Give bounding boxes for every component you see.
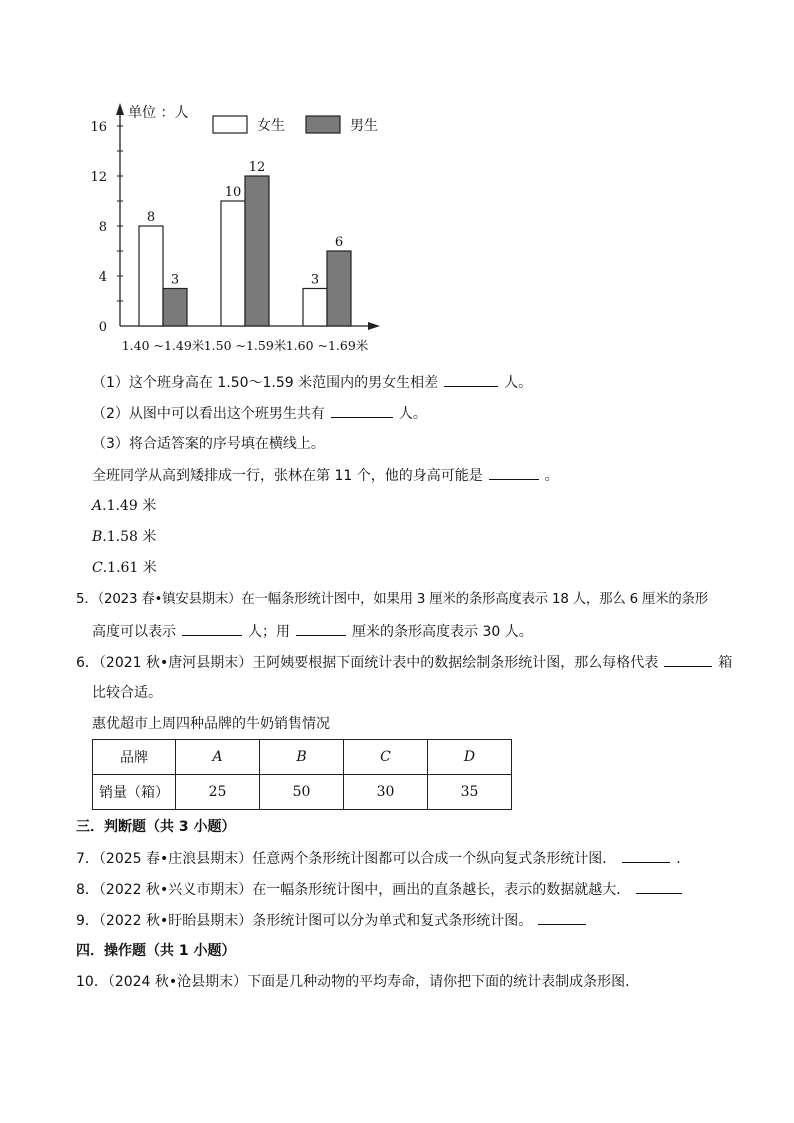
- q6-line1-post: 箱: [718, 655, 733, 671]
- q4-part3-question-post: 。: [544, 468, 559, 484]
- table-header-cell: A: [176, 740, 260, 775]
- bar: [327, 251, 351, 326]
- q6-line1: [76, 652, 732, 673]
- data-label: 6: [334, 235, 344, 250]
- q5-line2: [92, 621, 533, 642]
- option-c-text: .1.61 米: [102, 560, 157, 576]
- table-cell: 25: [176, 775, 260, 810]
- q7-post: .: [676, 851, 681, 867]
- bar: [303, 289, 327, 327]
- q6-line1-text: 6．（2021 秋•唐河县期末）王阿姨要根据下面统计表中的数据绘制条形统计图，那么每格代表: [76, 655, 659, 671]
- table-header-cell: B: [260, 740, 344, 775]
- q7-blank[interactable]: [622, 848, 670, 863]
- data-label: 3: [170, 272, 180, 288]
- unit-label: 单位 ：人: [128, 105, 189, 121]
- q5-line2-b: 人；用: [248, 624, 290, 640]
- option-a-letter: A: [92, 498, 103, 514]
- q8-text: 8．（2022 秋•兴义市期末）在一幅条形统计图中，画出的直条越长，表示的数据就越大．: [76, 882, 631, 898]
- q5-blank-2[interactable]: [296, 621, 346, 636]
- q4-part3: [92, 434, 325, 454]
- bar: [139, 226, 163, 326]
- table-title: [92, 714, 330, 734]
- x-tick-label: 1.60 ~1.69米: [285, 338, 369, 353]
- table-title-text: 惠优超市上周四种品牌的牛奶销售情况: [92, 716, 330, 732]
- y-axis-arrow: [116, 103, 124, 115]
- bar: [221, 201, 245, 326]
- table-header-cell: C: [344, 740, 428, 775]
- legend-swatch: [213, 116, 247, 133]
- q5-line2-c: 厘米的条形高度表示 30 人。: [352, 624, 533, 640]
- legend-label: 女生: [257, 118, 285, 134]
- table-cell: 35: [428, 775, 512, 810]
- q4-part1-post: 人。: [504, 375, 533, 391]
- q9-text: 9．（2022 秋•盱眙县期末）条形统计图可以分为单式和复式条形统计图。: [76, 913, 533, 929]
- q10: [76, 972, 639, 992]
- q5-blank-1[interactable]: [182, 621, 242, 636]
- q4-part3-blank[interactable]: [489, 465, 539, 480]
- y-tick-label: 8: [98, 220, 107, 235]
- q6-line2-text: 比较合适。: [92, 685, 162, 701]
- data-label: 3: [310, 272, 320, 288]
- data-label: 10: [224, 185, 242, 200]
- table-header-cell: 品牌: [93, 740, 176, 775]
- bar: [245, 176, 269, 326]
- q5-line1-text: 5．（2023 春•镇安县期末）在一幅条形统计图中，如果用 3 厘米的条形高度表示 18 人，那么 6 厘米的条形: [76, 592, 708, 607]
- table-cell: 销量（箱）: [93, 775, 176, 810]
- q4-part1: [92, 372, 532, 393]
- q6-line2: [92, 683, 162, 703]
- y-tick-label: 12: [90, 170, 107, 185]
- y-tick-label: 16: [90, 120, 107, 135]
- q9: [76, 910, 592, 931]
- table-header-row: [93, 740, 512, 775]
- option-c[interactable]: [92, 558, 157, 578]
- milk-sales-table: [92, 739, 512, 810]
- table-header-cell: D: [428, 740, 512, 775]
- option-c-letter: C: [92, 560, 103, 576]
- bar-chart: [80, 95, 410, 365]
- q5-line2-a: 高度可以表示: [92, 624, 176, 640]
- q4-part3-question: [92, 465, 559, 486]
- q4-part2-post: 人。: [398, 406, 427, 422]
- table-cell: 50: [260, 775, 344, 810]
- y-tick-label: 4: [98, 270, 107, 285]
- q4-part2-blank[interactable]: [331, 403, 393, 418]
- table-row: [93, 775, 512, 810]
- table-cell: 30: [344, 775, 428, 810]
- q10-text: 10．（2024 秋•沧县期末）下面是几种动物的平均寿命，请你把下面的统计表制成条形图．: [76, 974, 640, 990]
- q6-blank[interactable]: [664, 652, 712, 667]
- q4-part3-text: （3）将合适答案的序号填在横线上。: [92, 436, 325, 452]
- data-label: 8: [146, 210, 156, 225]
- bar-chart-svg: [80, 95, 410, 365]
- q4-part1-text: （1）这个班身高在 1.50～1.59 米范围内的男女生相差: [92, 375, 439, 391]
- q7-text: 7．（2025 春•庄浪县期末）任意两个条形统计图都可以合成一个纵向复式条形统计图．: [76, 851, 617, 867]
- section-4-heading: [76, 941, 236, 961]
- x-axis-arrow: [368, 322, 380, 330]
- q7: [76, 848, 681, 869]
- legend-label: 男生: [350, 118, 378, 134]
- x-tick-label: 1.50 ~1.59米: [203, 338, 287, 353]
- option-b-text: .1.58 米: [102, 529, 157, 545]
- y-tick-label: 0: [98, 320, 107, 335]
- option-b[interactable]: [92, 527, 156, 547]
- option-b-letter: B: [92, 529, 103, 545]
- q9-blank[interactable]: [538, 910, 586, 925]
- q4-part2: [92, 403, 427, 424]
- q4-part1-blank[interactable]: [444, 372, 498, 387]
- bar: [163, 289, 187, 327]
- x-tick-label: 1.40 ~1.49米: [121, 338, 205, 353]
- section-3-heading: [76, 817, 236, 837]
- data-label: 12: [248, 160, 266, 175]
- q8: [76, 879, 688, 900]
- legend-swatch: [306, 116, 340, 133]
- q8-blank[interactable]: [636, 879, 682, 894]
- option-a-text: .1.49 米: [102, 498, 157, 514]
- q4-part2-text: （2）从图中可以看出这个班男生共有: [92, 406, 325, 422]
- option-a[interactable]: [92, 496, 156, 516]
- section-4-text: 四．操作题（共 1 小题）: [76, 943, 236, 959]
- q4-part3-question-text: 全班同学从高到矮排成一行，张林在第 11 个，他的身高可能是: [92, 468, 483, 484]
- section-3-text: 三．判断题（共 3 小题）: [76, 819, 236, 835]
- q5-line1: [76, 590, 708, 610]
